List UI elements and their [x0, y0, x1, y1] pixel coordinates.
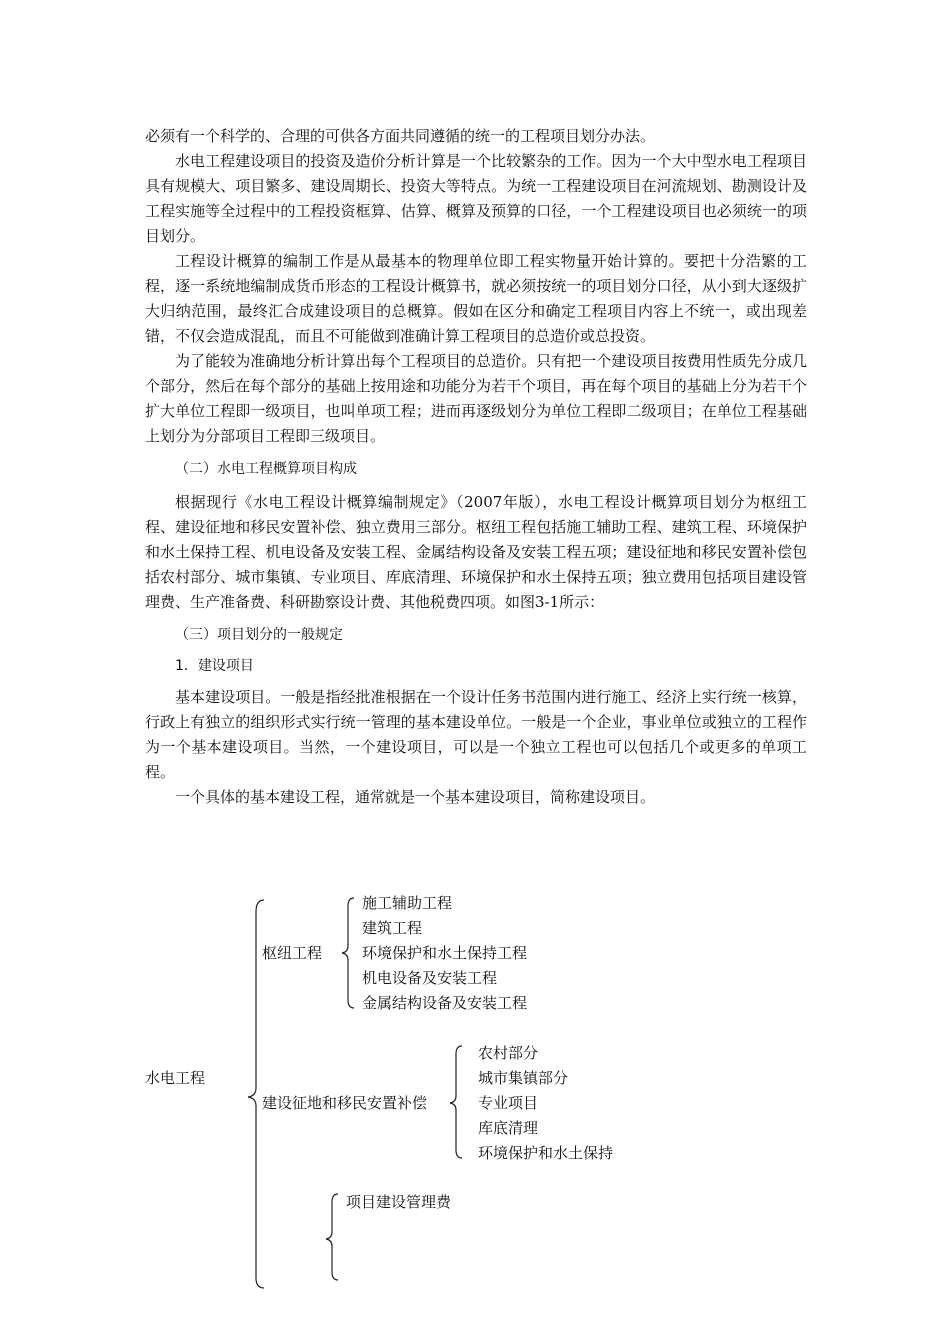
branch3-brace — [326, 1194, 338, 1280]
branch3-item: 项目建设管理费 — [346, 1193, 452, 1211]
document-body — [145, 124, 807, 810]
branch2-item: 库底清理 — [478, 1119, 539, 1137]
paragraph-3: 工程设计概算的编制工作是从最基本的物理单位即工程实物量开始计算的。要把十分浩繁的工程，逐一系统地编制成货币形态的工程设计概算书，就必须按统一的项目划分口径，从小到大逐级扩大归纳范围，最终汇合成建设项目的总概算。假如在区分和确定工程项目内容上不统一，或出现差错，不仅会造成混乱，而且不可能做到准确计算工程项目的总造价或总投资。 — [145, 252, 807, 345]
branch1-item: 环境保护和水土保持工程 — [362, 944, 528, 962]
subsection-heading-1: 1．建设项目 — [175, 658, 254, 674]
branch1-item: 机电设备及安装工程 — [362, 969, 498, 987]
paragraph-6: 基本建设项目。一般是指经批准根据在一个设计任务书范围内进行施工、经济上实行统一核算，行政上有独立的组织形式实行统一管理的基本建设单位。一般是一个企业，事业单位或独立的工程作为一个基本建设项目。当然，一个建设项目，可以是一个独立工程也可以包括几个或更多的单项工程。 — [145, 688, 807, 781]
branch1-label: 枢纽工程 — [262, 944, 323, 962]
paragraph-7: 一个具体的基本建设工程，通常就是一个基本建设项目，简称建设项目。 — [175, 788, 656, 806]
branch1-item: 施工辅助工程 — [362, 894, 453, 912]
branch2-item: 农村部分 — [478, 1044, 539, 1062]
branch1-brace — [342, 898, 354, 1008]
section-heading-3: （三）项目划分的一般规定 — [175, 627, 343, 643]
branch2-label: 建设征地和移民安置补偿 — [262, 1094, 428, 1112]
branch2-item: 专业项目 — [478, 1094, 539, 1112]
branch2-item: 环境保护和水土保持 — [478, 1144, 614, 1162]
section-heading-2: （二）水电工程概算项目构成 — [175, 461, 357, 477]
paragraph-4: 为了能较为准确地分析计算出每个工程项目的总造价。只有把一个建设项目按费用性质先分成几个部分，然后在每个部分的基础上按用途和功能分为若干个项目，再在每个项目的基础上分为若干个扩大单位工程即一级项目，也叫单项工程；进而再逐级划分为单位工程即二级项目；在单位工程基础上划分为分部项目工程即三级项目。 — [145, 352, 807, 445]
main-brace — [248, 900, 264, 1288]
branch2-item: 城市集镇部分 — [478, 1069, 569, 1087]
branch2-brace — [450, 1046, 462, 1158]
branch1-item: 建筑工程 — [362, 919, 423, 937]
paragraph-1: 必须有一个科学的、合理的可供各方面共同遵循的统一的工程项目划分办法。 — [145, 127, 656, 145]
paragraph-2: 水电工程建设项目的投资及造价分析计算是一个比较繁杂的工作。因为一个大中型水电工程项目具有规模大、项目繁多、建设周期长、投资大等特点。为统一工程建设项目在河流规划、勘测设计及工程实施等全过程中的工程投资框算、估算、概算及预算的口径，一个工程建设项目也必须统一的项目划分。 — [145, 152, 807, 245]
diagram-root: 水电工程 — [145, 1069, 206, 1087]
branch1-item: 金属结构设备及安装工程 — [362, 994, 528, 1012]
paragraph-5: 根据现行《水电工程设计概算编制规定》（2007年版），水电工程设计概算项目划分为枢纽工程、建设征地和移民安置补偿、独立费用三部分。枢纽工程包括施工辅助工程、建筑工程、环境保护和水土保持工程、机电设备及安装工程、金属结构设备及安装工程五项；建设征地和移民安置补偿包括农村部分、城市集镇、专业项目、库底清理、环境保护和水土保持五项；独立费用包括项目建设管理费、生产准备费、科研勘察设计费、其他税费四项。如图3-1所示： — [145, 493, 807, 611]
